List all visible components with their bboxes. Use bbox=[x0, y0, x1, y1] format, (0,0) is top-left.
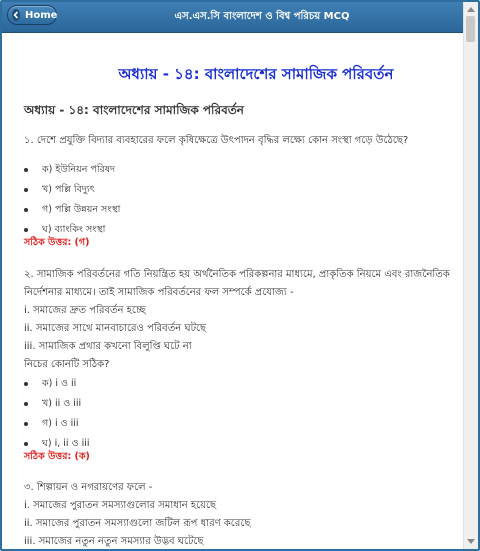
home-arrow-icon bbox=[12, 9, 20, 21]
question-3-statement: ii. সমাজের পুরাতন সমস্যাগুলো জটিল রূপ ধারণ করেছে bbox=[24, 518, 251, 529]
question-2-answer: সঠিক উত্তর: (ক) bbox=[24, 451, 90, 462]
page-title: অধ্যায় - ১৪: বাংলাদেশের সামাজিক পরিবর্তন bbox=[118, 65, 394, 83]
question-2-statement: i. সমাজের দ্রুত পরিবর্তন হচ্ছে bbox=[24, 305, 146, 316]
question-1-option: খ) পল্লি বিদ্যুৎ bbox=[24, 183, 95, 198]
scroll-thumb[interactable] bbox=[466, 16, 475, 42]
question-2-option: ঘ) i, ii ও iii bbox=[24, 437, 90, 452]
question-2-option: খ) ii ও iii bbox=[24, 397, 81, 412]
question-2-text-line2: নির্দেশনার মাধ্যমে। তাই সামাজিক পরিবর্তনের ফল সম্পর্কে প্রযোজ্য - bbox=[24, 287, 294, 298]
question-2-text-line1: ২. সামাজিক পরিবর্তনের গতি নিয়ন্ত্রিত হয় অর্থনৈতিক পরিকল্পনার মাধ্যমে, প্রাকৃতিক নিয়মে এবং রাজনৈতিক bbox=[24, 269, 450, 280]
question-3-text: ৩. শিল্পায়ন ও নগরায়ণের ফলে - bbox=[24, 482, 153, 493]
app-title: এস.এস.সি বাংলাদেশ ও বিশ্ব পরিচয় MCQ bbox=[174, 11, 350, 22]
header-bar bbox=[2, 2, 478, 33]
bullet-icon bbox=[24, 382, 28, 386]
question-1-option: গ) পল্লি উন্নয়ন সংস্থা bbox=[24, 203, 120, 218]
bullet-icon bbox=[24, 402, 28, 406]
home-button[interactable] bbox=[7, 5, 57, 25]
question-3-statement: i. সমাজের পুরাতন সমস্যাগুলোর সমাধান হয়েছে bbox=[24, 500, 217, 511]
bullet-icon bbox=[24, 188, 28, 192]
question-1-text: ১. দেশে প্রযুক্তি বিদ্যার ব্যবহারের ফলে কৃষিক্ষেত্রে উৎপাদন বৃদ্ধির লক্ষ্যে কোন সংস্থা গড়ে উঠেছে? bbox=[24, 135, 409, 146]
bullet-icon bbox=[24, 168, 28, 172]
question-2-option: ক) i ও ii bbox=[24, 377, 76, 392]
chapter-subheading: অধ্যায় - ১৪: বাংলাদেশের সামাজিক পরিবর্তন bbox=[24, 103, 244, 117]
vertical-scrollbar[interactable] bbox=[463, 2, 478, 549]
bullet-icon bbox=[24, 228, 28, 232]
question-2-statement: ii. সমাজের সাথে মানবাচারেও পরিবর্তন ঘটছে bbox=[24, 323, 207, 334]
bullet-icon bbox=[24, 422, 28, 426]
question-1-answer: সঠিক উত্তর: (গ) bbox=[24, 237, 90, 248]
question-1-option: ঘ) ব্যাংকিং সংস্থা bbox=[24, 223, 105, 238]
question-2-prompt: নিচের কোনটি সঠিক? bbox=[24, 359, 110, 370]
bullet-icon bbox=[24, 442, 28, 446]
scroll-down-icon[interactable] bbox=[467, 539, 475, 544]
bullet-icon bbox=[24, 208, 28, 212]
question-1-option: ক) ইউনিয়ন পরিষদ bbox=[24, 163, 115, 178]
question-2-option: গ) i ও iii bbox=[24, 417, 79, 432]
question-2-statement: iii. সামাজিক প্রথার কখনো বিলুপ্তি ঘটে না bbox=[24, 341, 192, 352]
question-3-statement: iii. সমাজের নতুন নতুন সমস্যার উদ্ভব ঘটেছে bbox=[24, 536, 204, 547]
home-button-label: Home bbox=[25, 9, 58, 21]
scroll-up-icon[interactable] bbox=[467, 7, 475, 12]
